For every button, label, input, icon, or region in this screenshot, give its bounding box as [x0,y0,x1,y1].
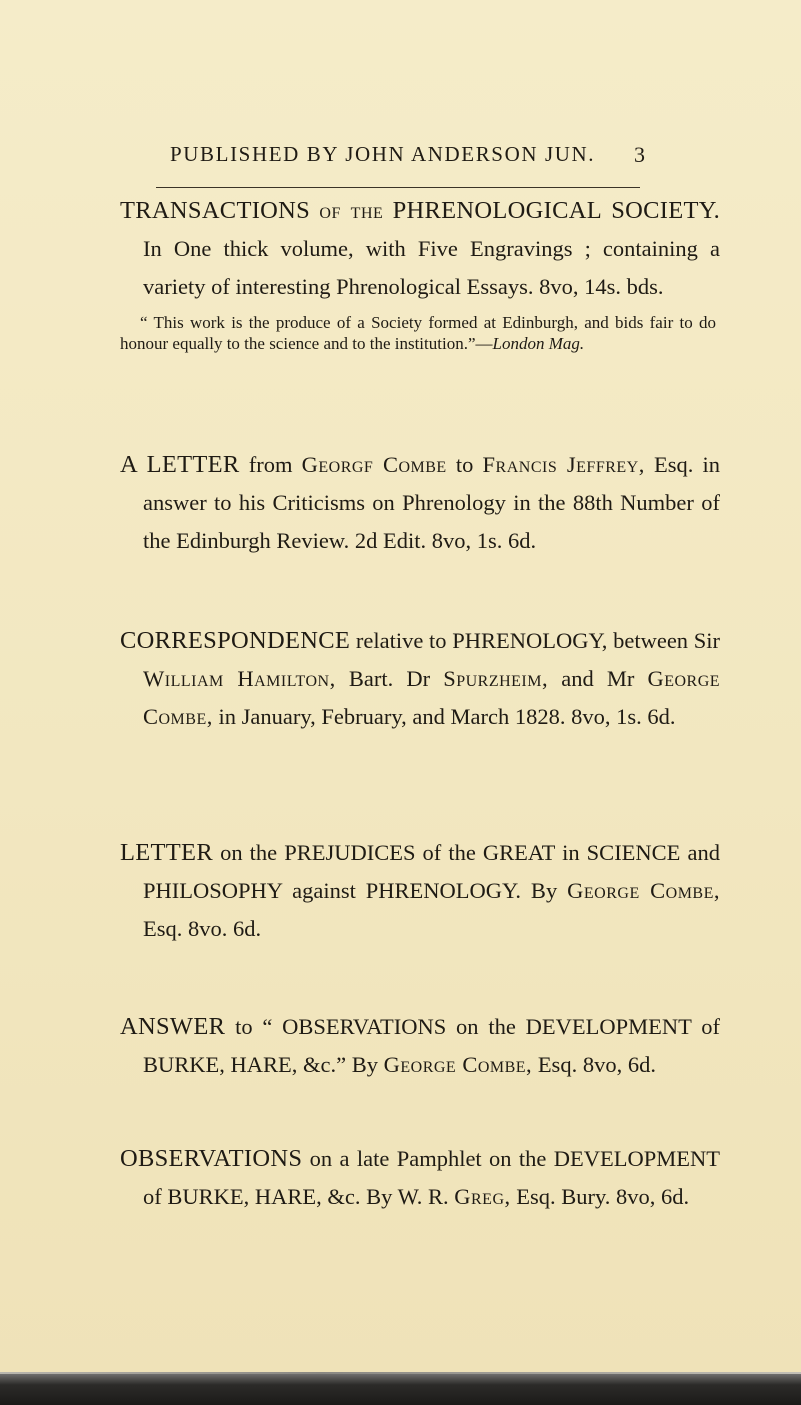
entry-text-fragment: Esq. in answer to his Criticisms on Phrenology in the 88th Number of the Edinburgh Review. 2d Edit. 8vo, 1s. 6d. [143,452,721,553]
catalog-entry-observations [120,1140,720,1216]
entry-lead: CORRESPONDENCE [120,627,351,654]
entry-text-fragment: on a late Pamphlet on the DEVELOPMENT of BURKE, HARE, &c. By W. R. [143,1146,720,1209]
entry-text-fragment: in January, February, and March 1828. 8vo, 1s. 6d. [218,704,676,729]
entry-text-fragment: Esq. Bury. 8vo, 6d. [516,1184,690,1209]
entry-text-fragment: to “ OBSERVATIONS on the DEVELOPMENT of BURKE, HARE, &c.” By [143,1014,720,1077]
entry-lead: OBSERVATIONS [120,1145,303,1172]
catalog-entry-transactions [120,192,720,354]
entry-description: In One thick volume, with Five Engravings ; containing a variety of interesting Phrenological Essays. 8vo, 14s. bds. [143,236,720,299]
entry-lead: LETTER [120,839,213,866]
entry-lead: A LETTER [120,451,240,478]
entry-text [120,192,720,306]
entry-person: William Hamilton, [143,666,336,691]
entry-lead-connector: of the [319,198,384,223]
catalog-entry-letter-prejudices [120,834,720,948]
entry-author: George Combe, [567,878,721,903]
entry-text-fragment: from [248,452,293,477]
catalog-entry-answer [120,1008,720,1084]
entry-author: Georgf Combe [301,452,447,477]
review-quote-text: “ This work is the produce of a Society formed at Edinburgh, and bids fair to do honour equally to the science and to the institution.”— [120,313,716,353]
entry-text [120,834,720,948]
entry-text-fragment: and Mr [561,666,635,691]
entry-text-fragment: Esq. 8vo, 6d. [537,1052,656,1077]
entry-text-fragment: to [455,452,474,477]
entry-text [120,446,720,560]
entry-person: Spurzheim, [443,666,549,691]
entry-lead-rest: PHRENOLOGICAL SOCIETY. [392,197,721,224]
review-quote [120,312,716,354]
entry-author: George Combe, [383,1052,533,1077]
entry-text-fragment: on the PREJUDICES of the GREAT in SCIENCE and PHILOSOPHY against PHRENOLOGY. By [143,840,720,903]
review-quote-source: London Mag. [492,334,585,353]
entry-lead: TRANSACTIONS [120,197,311,224]
entry-lead: ANSWER [120,1013,226,1040]
catalog-entry-correspondence [120,622,720,736]
entry-text-fragment: Bart. Dr [348,666,431,691]
entry-text-fragment: relative to PHRENOLOGY, between Sir [355,628,721,653]
page-number: 3 [634,142,645,167]
entry-text-fragment: Esq. 8vo. 6d. [143,916,262,941]
running-head-title: PUBLISHED BY JOHN ANDERSON JUN. [170,142,596,166]
entry-recipient: Francis Jeffrey, [482,452,645,477]
entry-text [120,1140,720,1216]
running-head [0,142,801,172]
entry-text [120,1008,720,1084]
entry-author: Greg, [454,1184,511,1209]
entry-person: George Combe, [143,666,721,729]
page-bottom-edge [0,1374,801,1405]
header-rule [156,187,640,188]
entry-text [120,622,720,736]
catalog-entry-letter-to-jeffrey [120,446,720,560]
